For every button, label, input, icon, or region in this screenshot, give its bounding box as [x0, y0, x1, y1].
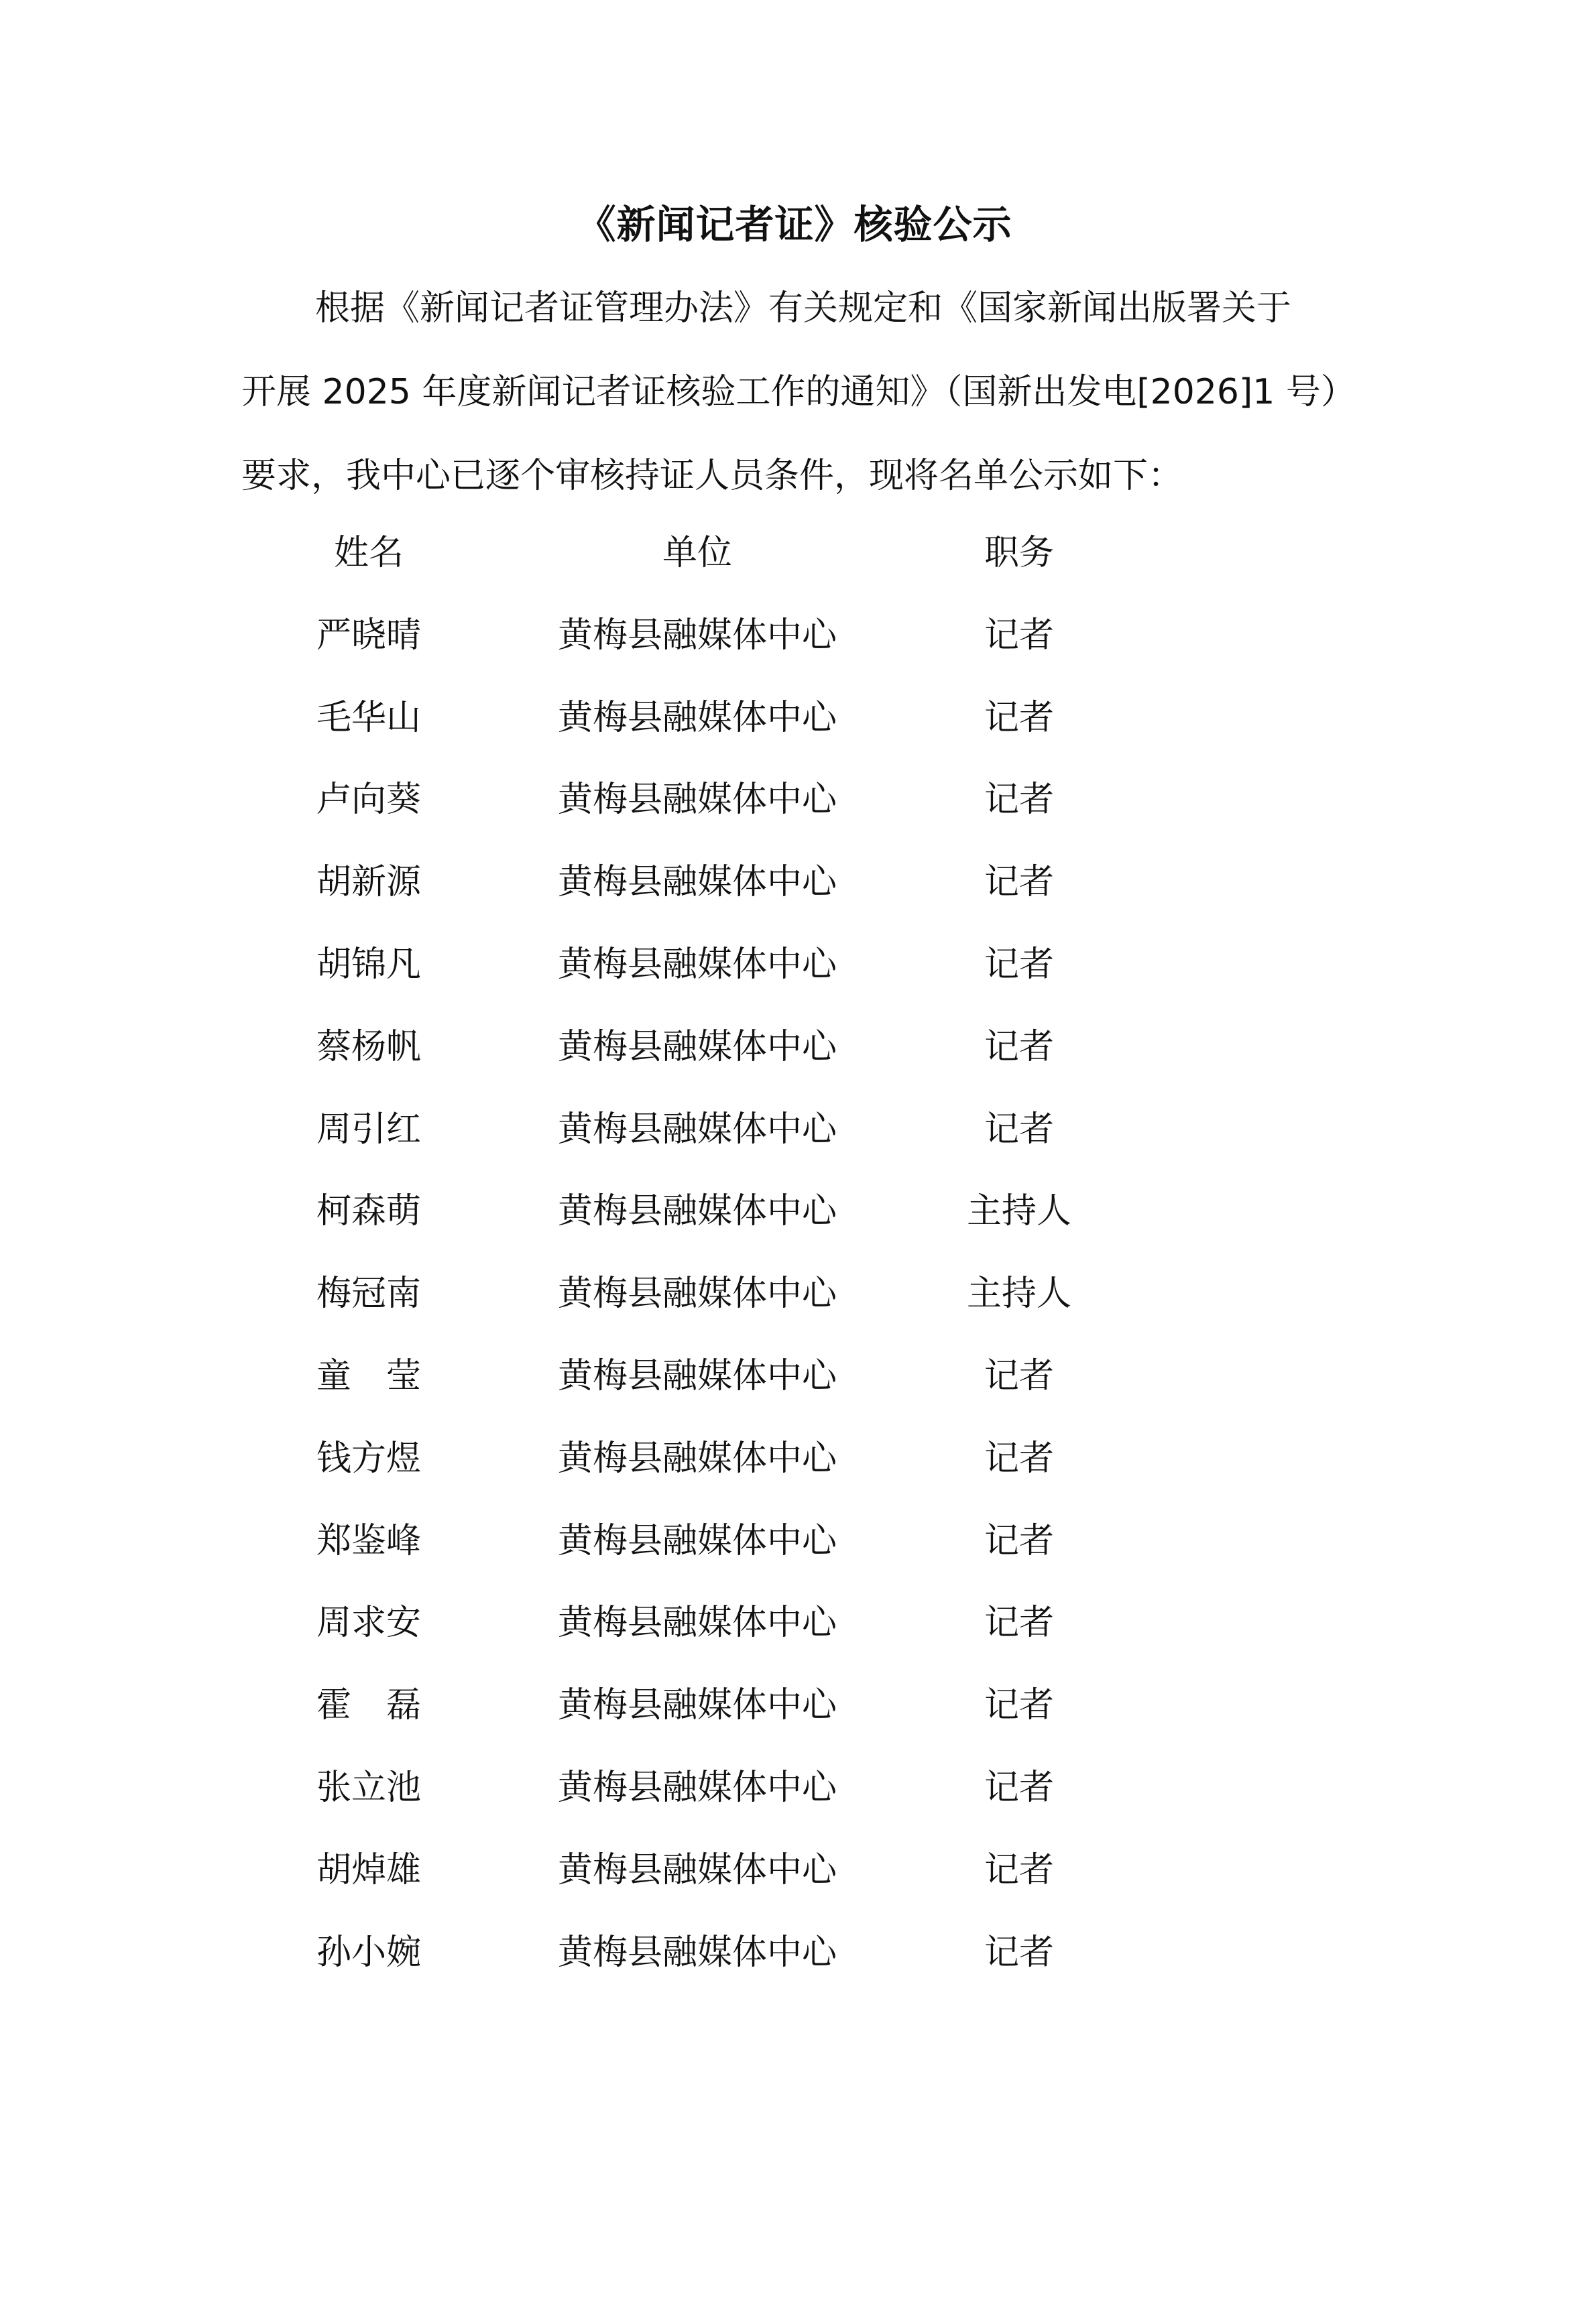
- table-row: [0, 938, 1589, 1020]
- cell-unit: 黄梅县融媒体中心: [557, 1026, 837, 1067]
- header-unit: 单位: [662, 533, 732, 573]
- cell-position: 记者: [984, 1767, 1054, 1808]
- cell-position: 记者: [984, 1109, 1054, 1150]
- cell-name: 周求安: [316, 1603, 421, 1644]
- cell-unit: 黄梅县融媒体中心: [557, 1274, 837, 1314]
- cell-name: 霍 磊: [316, 1685, 421, 1726]
- cell-name: 钱方煜: [316, 1438, 421, 1479]
- cell-name: 梅冠南: [316, 1274, 421, 1314]
- cell-name: 郑鉴峰: [316, 1520, 421, 1561]
- cell-position: 记者: [984, 1355, 1054, 1396]
- cell-position: 记者: [984, 1603, 1054, 1644]
- cell-unit: 黄梅县融媒体中心: [557, 1109, 837, 1150]
- cell-position: 记者: [984, 780, 1054, 820]
- table-row: [0, 1267, 1589, 1349]
- roster-table: [0, 526, 1589, 2008]
- cell-unit: 黄梅县融媒体中心: [557, 1355, 837, 1396]
- cell-name: 胡新源: [316, 862, 421, 903]
- table-header-row: [0, 526, 1589, 609]
- cell-name: 毛华山: [316, 697, 421, 738]
- table-row: [0, 1678, 1589, 1761]
- table-row: [0, 1432, 1589, 1514]
- cell-position: 记者: [984, 1685, 1054, 1726]
- cell-name: 胡锦凡: [316, 944, 421, 985]
- cell-name: 周引红: [316, 1109, 421, 1150]
- table-row: [0, 1184, 1589, 1267]
- table-row: [0, 1926, 1589, 2008]
- header-position: 职务: [984, 533, 1054, 573]
- table-row: [0, 1843, 1589, 1926]
- cell-name: 胡焯雄: [316, 1849, 421, 1890]
- cell-position: 主持人: [966, 1191, 1071, 1232]
- cell-unit: 黄梅县融媒体中心: [557, 1520, 837, 1561]
- paragraph-line-1: 根据《新闻记者证管理办法》有关规定和《国家新闻出版署关于: [315, 288, 1292, 328]
- cell-unit: 黄梅县融媒体中心: [557, 1685, 837, 1726]
- table-row: [0, 1514, 1589, 1597]
- page-title: 《新闻记者证》核验公示: [577, 202, 1012, 247]
- cell-name: 张立池: [316, 1767, 421, 1808]
- cell-position: 主持人: [966, 1274, 1071, 1314]
- cell-unit: 黄梅县融媒体中心: [557, 1932, 837, 1973]
- cell-position: 记者: [984, 944, 1054, 985]
- cell-position: 记者: [984, 1932, 1054, 1973]
- cell-unit: 黄梅县融媒体中心: [557, 697, 837, 738]
- cell-unit: 黄梅县融媒体中心: [557, 862, 837, 903]
- cell-position: 记者: [984, 1026, 1054, 1067]
- cell-position: 记者: [984, 862, 1054, 903]
- cell-position: 记者: [984, 615, 1054, 656]
- table-row: [0, 1103, 1589, 1185]
- cell-unit: 黄梅县融媒体中心: [557, 1849, 837, 1890]
- cell-position: 记者: [984, 1520, 1054, 1561]
- table-row: [0, 1020, 1589, 1103]
- table-row: [0, 773, 1589, 855]
- cell-unit: 黄梅县融媒体中心: [557, 1438, 837, 1479]
- cell-name: 孙小婉: [316, 1932, 421, 1973]
- paragraph-line-2: 开展 2025 年度新闻记者证核验工作的通知》（国新出发电[2026]1 号）: [241, 372, 1356, 412]
- table-row: [0, 691, 1589, 774]
- header-name: 姓名: [333, 533, 404, 573]
- cell-unit: 黄梅县融媒体中心: [557, 1191, 837, 1232]
- table-row: [0, 609, 1589, 691]
- paragraph-line-3: 要求，我中心已逐个审核持证人员条件，现将名单公示如下：: [241, 456, 1183, 496]
- table-row: [0, 1761, 1589, 1843]
- cell-unit: 黄梅县融媒体中心: [557, 780, 837, 820]
- cell-unit: 黄梅县融媒体中心: [557, 1603, 837, 1644]
- table-row: [0, 855, 1589, 938]
- cell-unit: 黄梅县融媒体中心: [557, 1767, 837, 1808]
- cell-name: 童 莹: [316, 1355, 421, 1396]
- table-row: [0, 1349, 1589, 1432]
- cell-name: 蔡杨帆: [316, 1026, 421, 1067]
- cell-name: 严晓晴: [316, 615, 421, 656]
- cell-position: 记者: [984, 1849, 1054, 1890]
- cell-unit: 黄梅县融媒体中心: [557, 615, 837, 656]
- cell-name: 卢向葵: [316, 780, 421, 820]
- table-row: [0, 1596, 1589, 1678]
- cell-unit: 黄梅县融媒体中心: [557, 944, 837, 985]
- cell-position: 记者: [984, 697, 1054, 738]
- cell-position: 记者: [984, 1438, 1054, 1479]
- cell-name: 柯森萌: [316, 1191, 421, 1232]
